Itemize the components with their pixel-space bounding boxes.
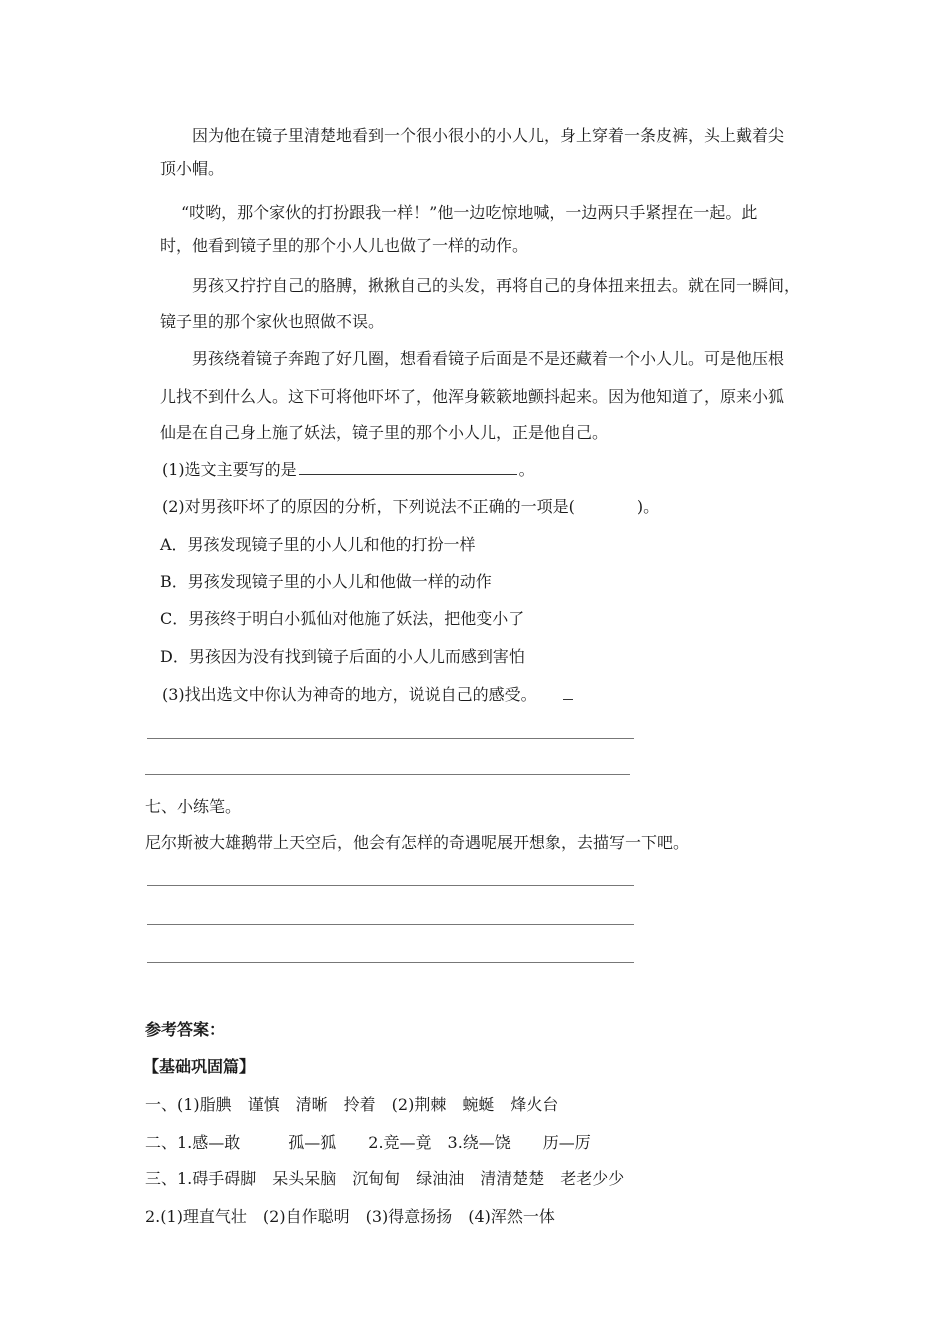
answer-line[interactable] bbox=[145, 774, 630, 775]
option-a: A．男孩发现镜子里的小人儿和他的打扮一样 bbox=[160, 535, 476, 554]
option-b: B．男孩发现镜子里的小人儿和他做一样的动作 bbox=[160, 572, 492, 591]
answer-line-text: 一、(1)脂腆 谨慎 清晰 拎着 (2)荆棘 蜿蜒 烽火台 bbox=[145, 1095, 559, 1114]
answer-line-text: 2.(1)理直气壮 (2)自作聪明 (3)得意扬扬 (4)浑然一体 bbox=[145, 1207, 555, 1226]
question-3 bbox=[162, 685, 573, 705]
question-1-text: (1)选文主要写的是 bbox=[162, 460, 297, 479]
passage-line: 男孩绕着镜子奔跑了好几圈，想看看镜子后面是不是还藏着一个小人儿。可是他压根 bbox=[192, 349, 785, 368]
writing-line[interactable] bbox=[147, 962, 634, 963]
passage-line: 仙是在自己身上施了妖法，镜子里的那个小人儿，正是他自己。 bbox=[160, 423, 609, 442]
question-3-text: (3)找出选文中你认为神奇的地方，说说自己的感受。 bbox=[162, 685, 537, 704]
practice-prompt: 尼尔斯被大雄鹅带上天空后，他会有怎样的奇遇呢展开想象，去描写一下吧。 bbox=[145, 833, 690, 852]
section-heading: 七、小练笔。 bbox=[145, 797, 242, 816]
passage-line: 男孩又拧拧自己的胳膊，揪揪自己的头发，再将自己的身体扭来扭去。就在同一瞬间， bbox=[192, 276, 801, 295]
passage-line: 儿找不到什么人。这下可将他吓坏了，他浑身簌簌地颤抖起来。因为他知道了，原来小狐 bbox=[160, 387, 785, 406]
answer-line-text: 三、1.碍手碍脚 呆头呆脑 沉甸甸 绿油油 清清楚楚 老老少少 bbox=[145, 1169, 625, 1188]
passage-line: 时，他看到镜子里的那个小人儿也做了一样的动作。 bbox=[160, 236, 529, 255]
answers-title: 参考答案： bbox=[145, 1020, 226, 1039]
answer-line-text: 二、1.感—敢 孤—狐 2.竞—竟 3.绕—饶 历—厉 bbox=[145, 1133, 591, 1152]
option-c: C．男孩终于明白小狐仙对他施了妖法，把他变小了 bbox=[160, 609, 525, 628]
answer-blank[interactable] bbox=[299, 460, 517, 475]
writing-line[interactable] bbox=[147, 924, 634, 925]
answers-section: 【基础巩固篇】 bbox=[143, 1057, 256, 1076]
question-2-text: (2)对男孩吓坏了的原因的分析，下列说法不正确的一项是( bbox=[162, 497, 575, 516]
question-1 bbox=[162, 460, 535, 480]
question-2 bbox=[162, 497, 659, 517]
answer-line[interactable] bbox=[147, 738, 634, 739]
passage-line: 因为他在镜子里清楚地看到一个很小很小的小人儿，身上穿着一条皮裤，头上戴着尖 bbox=[192, 126, 785, 145]
writing-line[interactable] bbox=[147, 885, 634, 886]
passage-line: 顶小帽。 bbox=[160, 159, 225, 178]
option-d: D．男孩因为没有找到镜子后面的小人儿而感到害怕 bbox=[160, 647, 525, 666]
passage-line: 镜子里的那个家伙也照做不误。 bbox=[160, 312, 385, 331]
question-1-end: 。 bbox=[518, 460, 535, 479]
passage-line: “哎哟，那个家伙的打扮跟我一样！”他一边吃惊地喊，一边两只手紧捏在一起。此 bbox=[181, 203, 758, 222]
question-2-end: )。 bbox=[636, 497, 660, 516]
answer-blank[interactable] bbox=[563, 685, 573, 700]
